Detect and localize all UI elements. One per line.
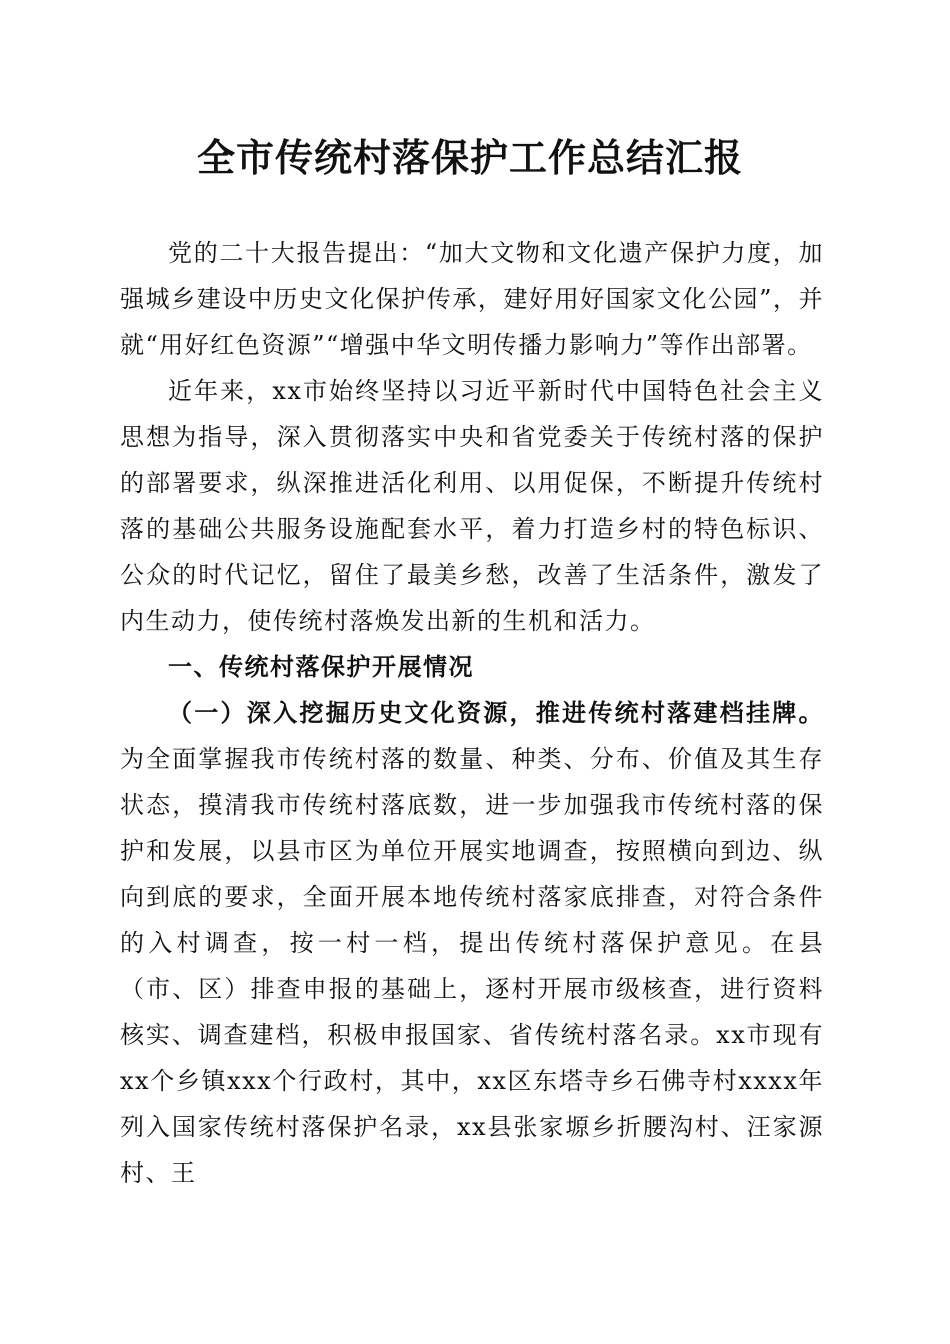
paragraph-overview: 近年来，xx市始终坚持以习近平新时代中国特色社会主义思想为指导，深入贯彻落实中央和省党委关于传统村落的保护的部署要求，纵深推进活化利用、以用促保，不断提升传统村落的基础公共服务设施配套水平，着力打造乡村的特色标识、公众的时代记忆，留住了最美乡愁，改善了生活条件，激发了内生动力，使传统村落焕发出新的生机和活力。 xyxy=(120,377,824,635)
section-heading: 一、传统村落保护开展情况 xyxy=(168,653,474,681)
document-body xyxy=(120,230,824,1196)
document-title: 全市传统村落保护工作总结汇报 xyxy=(196,135,743,180)
subsection-heading: （一）深入挖掘历史文化资源，推进传统村落建档挂牌。 xyxy=(168,698,824,727)
paragraph-subsection-1 xyxy=(120,690,824,1196)
subsection-text: 为全面掌握我市传统村落的数量、种类、分布、价值及其生存状态，摸清我市传统村落底数，进一步加强我市传统村落的保护和发展，以县市区为单位开展实地调查，按照横向到边、纵向到底的要求，全面开展本地传统村落家底排查，对符合条件的入村调查，按一村一档，提出传统村落保护意见。在县（市、区）排查申报的基础上，逐村开展市级核查，进行资料核实、调查建档，积极申报国家、省传统村落名录。xx市现有xx个乡镇xxx个行政村，其中，xx区东塔寺乡石佛寺村xxxx年列入国家传统村落保护名录，xx县张家塬乡折腰沟村、汪家源村、王 xyxy=(120,745,824,1187)
paragraph-intro: 党的二十大报告提出：“加大文物和文化遗产保护力度，加强城乡建设中历史文化保护传承，建好用好国家文化公园”，并就“用好红色资源”“增强中华文明传播力影响力”等作出部署。 xyxy=(120,239,824,359)
